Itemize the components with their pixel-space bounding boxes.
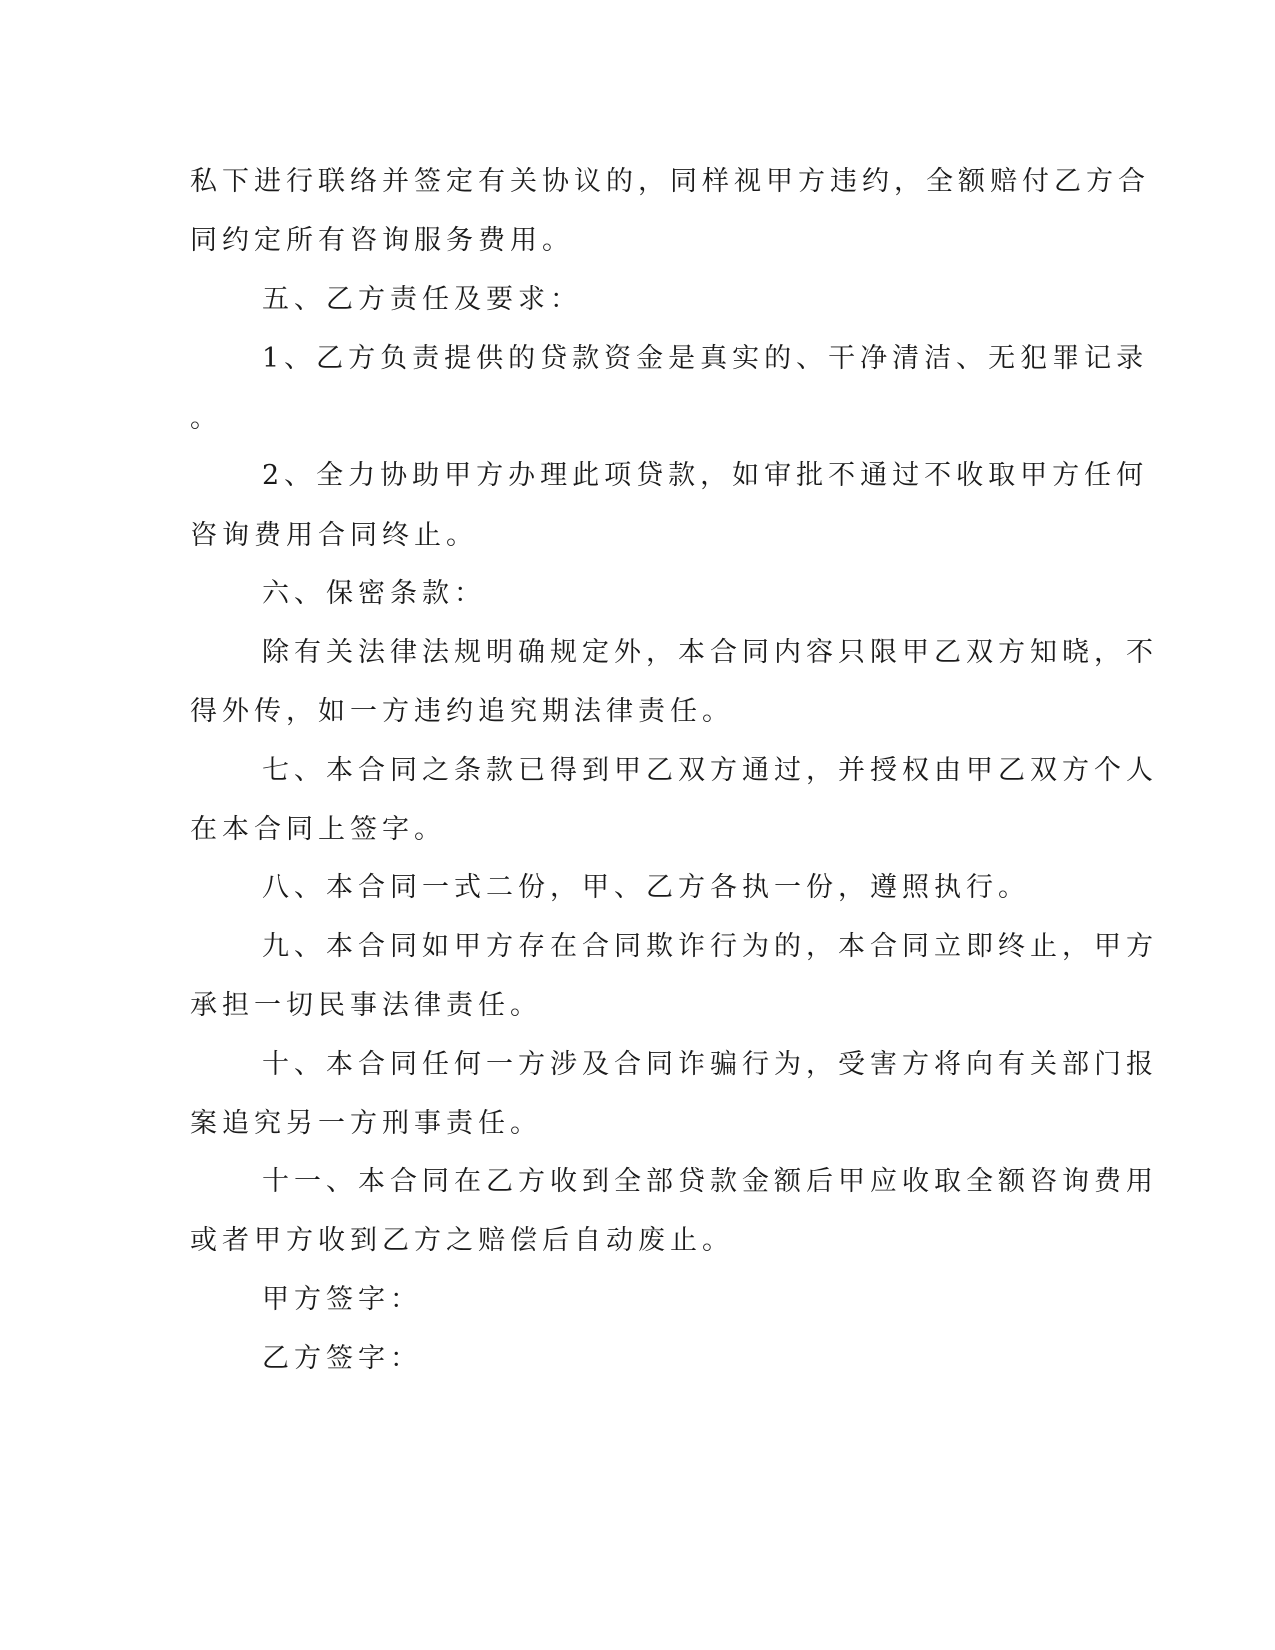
text-line: 咨询费用合同终止。 — [190, 520, 478, 551]
signature-b-label: 乙方签字： — [262, 1343, 422, 1374]
section-heading-5: 五、乙方责任及要求： — [262, 284, 582, 315]
section-heading-6: 六、保密条款： — [262, 578, 486, 609]
text-line: 除有关法律法规明确规定外，本合同内容只限甲乙双方知晓，不 — [262, 637, 1158, 668]
text-line: 九、本合同如甲方存在合同欺诈行为的，本合同立即终止，甲方 — [262, 931, 1158, 962]
text-line: 案追究另一方刑事责任。 — [190, 1108, 542, 1139]
text-line: 1、乙方负责提供的贷款资金是真实的、干净清洁、无犯罪记录 — [262, 343, 1149, 374]
text-line: 同约定所有咨询服务费用。 — [190, 225, 574, 256]
text-line: 十、本合同任何一方涉及合同诈骗行为，受害方将向有关部门报 — [262, 1049, 1158, 1080]
text-line: 在本合同上签字。 — [190, 814, 446, 845]
text-line: 十一、本合同在乙方收到全部贷款金额后甲应收取全额咨询费用 — [262, 1166, 1158, 1197]
text-line: 或者甲方收到乙方之赔偿后自动废止。 — [190, 1225, 734, 1256]
text-line: 八、本合同一式二份，甲、乙方各执一份，遵照执行。 — [262, 872, 1030, 903]
text-line: 2、全力协助甲方办理此项贷款，如审批不通过不收取甲方任何 — [262, 460, 1149, 491]
text-line: 得外传，如一方违约追究期法律责任。 — [190, 696, 734, 727]
text-line: 承担一切民事法律责任。 — [190, 990, 542, 1021]
text-line: 私下进行联络并签定有关协议的，同样视甲方违约，全额赔付乙方合 — [190, 166, 1150, 197]
text-line: 七、本合同之条款已得到甲乙双方通过，并授权由甲乙双方个人 — [262, 755, 1158, 786]
text-line: 。 — [190, 403, 222, 434]
signature-a-label: 甲方签字： — [262, 1284, 422, 1315]
